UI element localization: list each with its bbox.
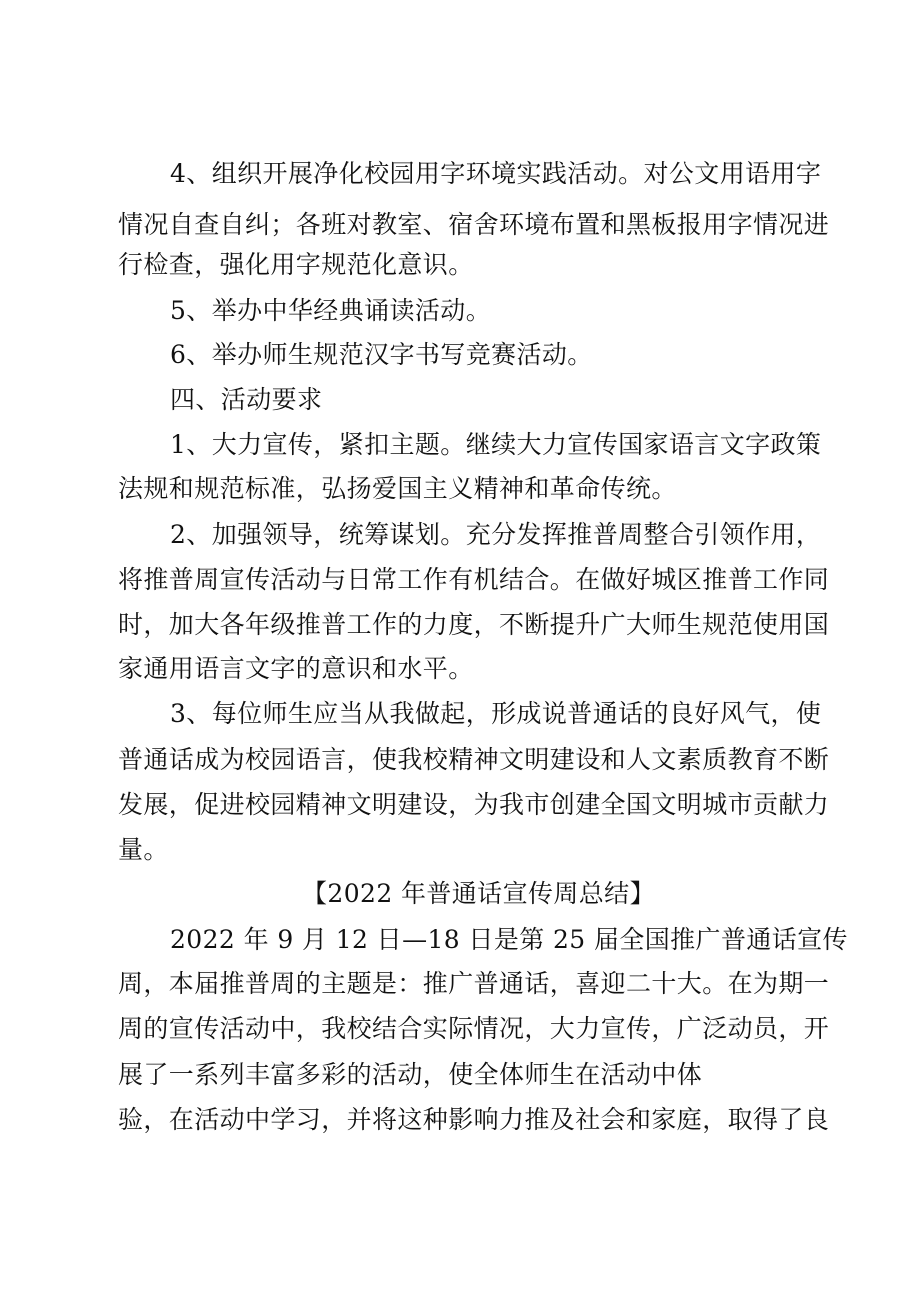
paragraph-line: 周，本届推普周的主题是：推广普通话，喜迎二十大。在为期一 bbox=[118, 969, 830, 998]
paragraph-line: 展了一系列丰富多彩的活动，使全体师生在活动中体 bbox=[118, 1060, 703, 1089]
paragraph-line: 6、举办师生规范汉字书写竞赛活动。 bbox=[170, 340, 593, 369]
paragraph-line: 4、组织开展净化校园用字环境实践活动。对公文用语用字 bbox=[170, 159, 822, 188]
paragraph-line: 时，加大各年级推普工作的力度，不断提升广大师生规范使用国 bbox=[118, 610, 830, 639]
paragraph-line: 行检查，强化用字规范化意识。 bbox=[118, 250, 474, 279]
section-heading: 四、活动要求 bbox=[170, 385, 323, 414]
paragraph-line: 3、每位师生应当从我做起，形成说普通话的良好风气，使 bbox=[170, 699, 822, 728]
paragraph-line: 量。 bbox=[118, 835, 169, 864]
paragraph-line: 情况自查自纠；各班对教室、宿舍环境布置和黑板报用字情况进 bbox=[118, 210, 830, 239]
paragraph-line: 5、举办中华经典诵读活动。 bbox=[170, 296, 492, 325]
paragraph-line: 周的宣传活动中，我校结合实际情况，大力宣传，广泛动员，开 bbox=[118, 1014, 830, 1043]
paragraph-line: 发展，促进校园精神文明建设，为我市创建全国文明城市贡献力 bbox=[118, 790, 830, 819]
paragraph-line: 家通用语言文字的意识和水平。 bbox=[118, 654, 474, 683]
paragraph-line: 2、加强领导，统筹谋划。充分发挥推普周整合引领作用， bbox=[170, 520, 822, 549]
paragraph-line: 普通话成为校园语言，使我校精神文明建设和人文素质教育不断 bbox=[118, 745, 830, 774]
summary-title: 【2022 年普通话宣传周总结】 bbox=[302, 879, 655, 908]
paragraph-line: 验，在活动中学习，并将这种影响力推及社会和家庭，取得了良 bbox=[118, 1105, 830, 1134]
paragraph-line: 2022 年 9 月 12 日—18 日是第 25 届全国推广普通话宣传 bbox=[170, 925, 848, 954]
paragraph-line: 1、大力宣传，紧扣主题。继续大力宣传国家语言文字政策 bbox=[170, 430, 822, 459]
paragraph-line: 将推普周宣传活动与日常工作有机结合。在做好城区推普工作同 bbox=[118, 565, 830, 594]
paragraph-line: 法规和规范标准，弘扬爱国主义精神和革命传统。 bbox=[118, 474, 677, 503]
